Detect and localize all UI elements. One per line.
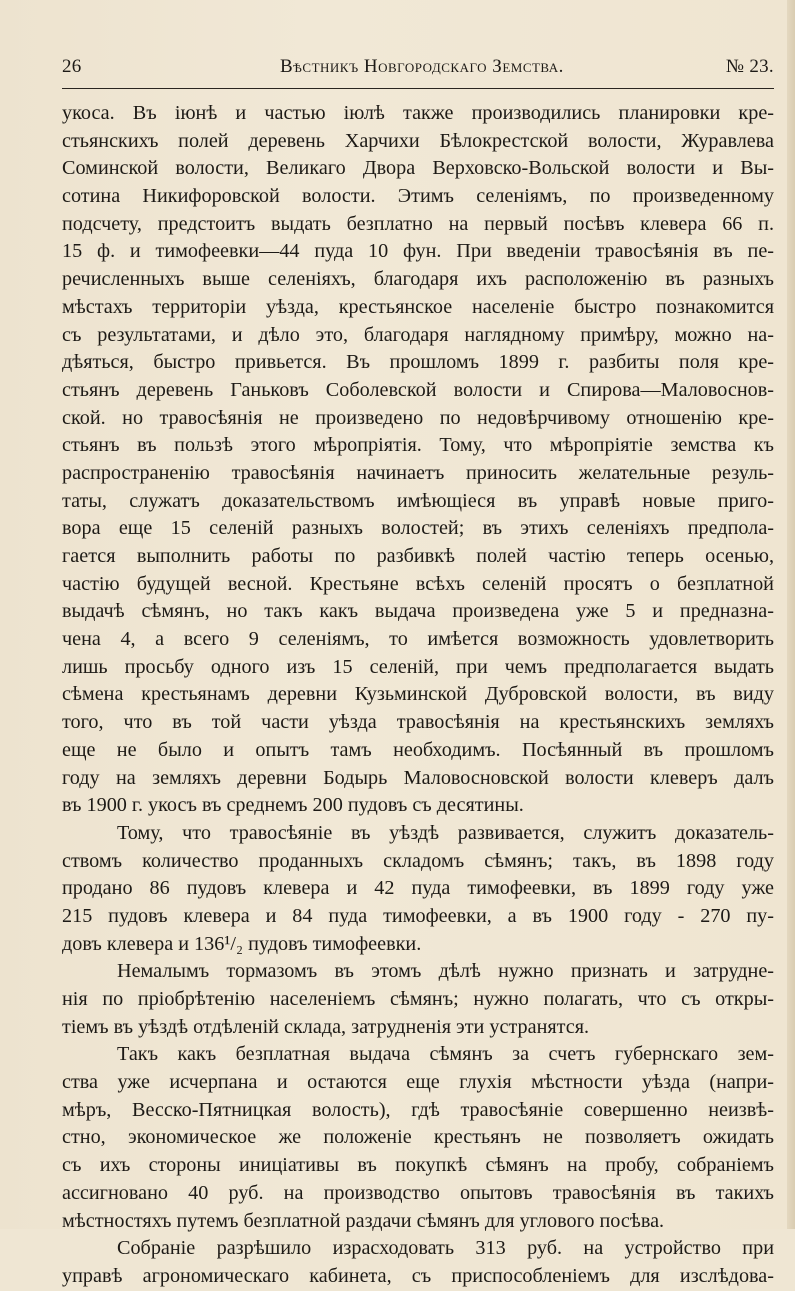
text-line: гается выполнить работы по разбивкѣ полей частію теперь осенью, [62,545,774,567]
text-line: Немалымъ тормазомъ въ этомъ дѣлѣ нужно признать и затрудне- [117,960,774,983]
text-line: году на земляхъ деревни Бодырь Маловосновской волости клеверъ далъ [62,766,774,789]
text-line: ской. но травосѣянія не произведено по недовѣрчивому отношенію кре- [62,406,774,429]
text-line: Такъ какъ безплатная выдача сѣмянъ за счетъ губернскаго зем- [117,1043,774,1066]
text-line: дѣяться, быстро привьется. Въ прошломъ 1899 г. разбиты поля кре- [62,351,774,374]
text-line: стно, экономическое же положеніе крестьянъ не позволяетъ ожидать [62,1126,774,1149]
text-line: 15 ф. и тимофеевки—44 пуда 10 фун. При введеніи травосѣянія въ пе- [62,240,774,263]
text-line: сѣмена крестьянамъ деревни Кузьминской Дубровской волости, въ виду [62,683,774,706]
text-line: еще не было и опытъ тамъ необходимъ. Посѣянный въ прошломъ [62,738,774,761]
text-line: подсчету, предстоитъ выдать безплатно на первый посѣвъ клевера 66 п. [62,212,774,235]
journal-title: Вѣстникъ Новгородскаго Земства. [280,56,564,77]
text-line: вора еще 15 селеній разныхъ волостей; въ этихъ селеніяхъ предпола- [62,517,774,540]
text-line: укоса. Въ іюнѣ и частью іюлѣ также производились планировки кре- [62,102,774,124]
text-line: частію будущей весной. Крестьяне всѣхъ селеній просятъ о безплатной [62,572,774,595]
text-line: ствомъ количество проданныхъ складомъ сѣмянъ; такъ, въ 1898 году [62,849,774,872]
text-line: того, что въ той части уѣзда травосѣянія на крестьянскихъ земляхъ [62,711,774,734]
page-edge [787,0,795,1229]
text-line: 215 пудовъ клевера и 84 пуда тимофеевки, а въ 1900 году - 270 пу- [62,904,774,927]
text-line: продано 86 пудовъ клевера и 42 пуда тимофеевки, въ 1899 году уже [62,877,774,900]
text-line: мѣстностяхъ путемъ безплатной раздачи сѣмянъ для углового посѣва. [62,1209,665,1232]
text-line: лишь просьбу одного изъ 15 селеній, при чемъ предполагается выдать [62,655,774,678]
text-line: Тому, что травосѣяніе въ уѣздѣ развивается, служитъ доказатель- [117,821,774,844]
text-line: довъ клевера и 136¹/₂ пудовъ тимофеевки. [62,932,422,955]
body-text [62,100,774,1291]
text-line: таты, служатъ доказательствомъ имѣющіеся въ управѣ новые приго- [62,489,774,512]
text-line: Соминской волости, Великаго Двора Верховско-Вольской волости и Вы- [62,157,774,180]
text-line: Собраніе разрѣшило израсходовать 313 руб. на устройство при [117,1237,774,1260]
text-line: сотина Никифоровской волости. Этимъ селеніямъ, по произведенному [62,185,774,208]
text-line: мѣстахъ территоріи уѣзда, крестьянское населеніе быстро познакомится [62,295,774,318]
header-rule [62,88,774,89]
text-line: въ 1900 г. укосъ въ среднемъ 200 пудовъ съ десятины. [62,794,524,817]
text-line: съ ихъ стороны иниціативы въ покупкѣ сѣмянъ на пробу, собраніемъ [62,1154,774,1177]
text-line: мѣръ, Весско-Пятницкая волость), гдѣ травосѣяніе совершенно неизвѣ- [62,1098,774,1121]
text-line: стьянскихъ полей деревень Харчихи Бѣлокрестской волости, Журавлева [62,129,774,152]
text-line: нія по пріобрѣтенію населеніемъ сѣмянъ; нужно полагать, что съ откры- [62,988,774,1010]
text-line: распространенію травосѣянія начинаетъ приносить желательные резуль- [62,461,774,484]
text-line: съ результатами, и дѣло это, благодаря наглядному примѣру, можно на- [62,323,774,346]
text-line: речисленныхъ выше селеніяхъ, благодаря ихъ расположенію въ разныхъ [62,268,774,291]
text-line: стьянъ въ пользѣ этого мѣропріятія. Тому, что мѣропріятіе земства къ [62,434,774,457]
text-line: ства уже исчерпана и остаются еще глухія мѣстности уѣзда (напри- [62,1071,774,1094]
text-line: стьянъ деревень Ганьковъ Соболевской волости и Спирова—Маловоснов- [62,378,774,401]
issue-number: № 23. [725,56,774,77]
page-number: 26 [62,56,82,77]
text-line: тіемъ въ уѣздѣ отдѣленій склада, затрудненія эти устранятся. [62,1015,590,1038]
running-header [62,56,774,84]
text-line: ассигновано 40 руб. на производство опытовъ травосѣянія въ такихъ [62,1181,774,1204]
text-line: управѣ агрономическаго кабинета, съ приспособленіемъ для изслѣдова- [62,1264,774,1287]
text-line: чена 4, а всего 9 селеніямъ, то имѣется возможность удовлетворить [62,628,774,651]
text-line: выдачѣ сѣмянъ, но такъ какъ выдача произведена уже 5 и предназна- [62,600,774,623]
